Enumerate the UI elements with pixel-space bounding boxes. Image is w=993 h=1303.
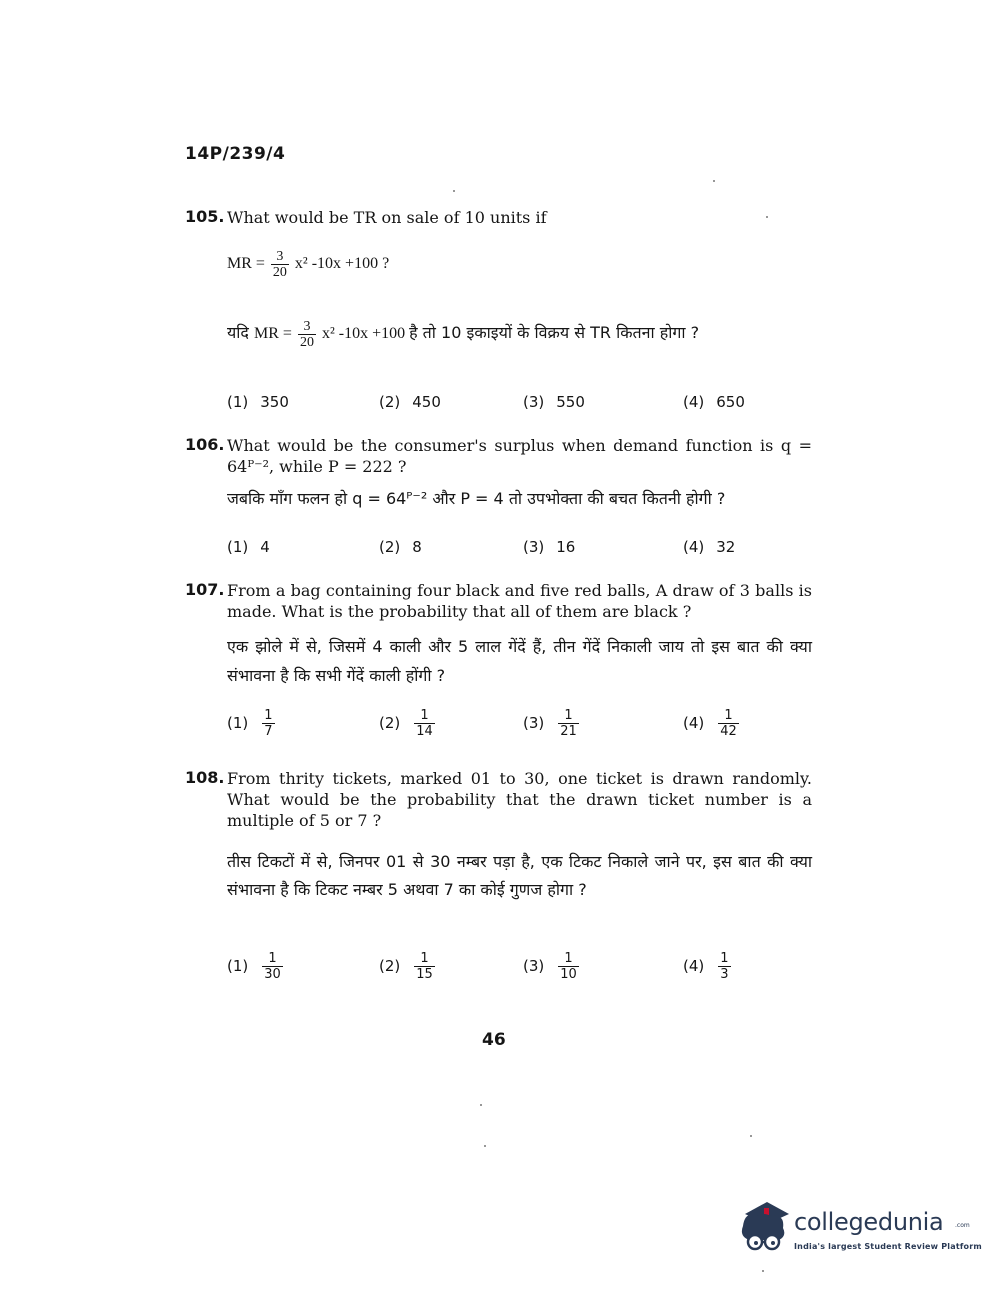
- option-2[interactable]: (2) $\frac{1}{15}$: [379, 951, 433, 982]
- fraction-denominator: 20: [272, 265, 287, 280]
- hindi-mr-formula: [254, 319, 409, 350]
- fraction-numerator: 3: [298, 319, 316, 335]
- paper-code: 14P/239/4: [185, 144, 286, 164]
- option-1[interactable]: (1) $\frac{1}{7}$: [227, 708, 273, 739]
- option-fraction: $\frac{1}{15}$: [416, 951, 433, 982]
- formula-lhs: MR =: [227, 255, 265, 273]
- fraction-denominator: 20: [299, 335, 314, 350]
- option-4[interactable]: (4) $\frac{1}{3}$: [683, 951, 729, 982]
- mr-formula: [227, 249, 389, 280]
- option-fraction: $\frac{1}{42}$: [720, 708, 737, 739]
- question-text-hindi: जबकि माँग फलन हो q = 64ᴾ⁻² और P = 4 तो उपभोक्ता की बचत कितनी होगी ?: [227, 489, 726, 508]
- question-text-english: From a bag containing four black and five red balls, A draw of 3 balls is made. What is the probability that all of them are black ?: [227, 581, 812, 621]
- option-2[interactable]: (2) 8: [379, 538, 422, 556]
- logo-dotcom: .com: [955, 1222, 970, 1229]
- formula-rhs: x² -10x +100: [321, 325, 406, 343]
- option-fraction: $\frac{1}{7}$: [264, 708, 273, 739]
- option-3[interactable]: (3) 16: [523, 538, 576, 556]
- logo-wordmark: collegedunia: [794, 1208, 944, 1236]
- question-text-english: From thrity tickets, marked 01 to 30, one ticket is drawn randomly. What would be the probability that the drawn ticket number is a multiple of 5 or 7 ?: [227, 769, 812, 830]
- hindi-suffix: है तो 10 इकाइयों के विक्रय से TR कितना होगा ?: [409, 323, 700, 343]
- scan-speck: [480, 1104, 482, 1106]
- options: [227, 393, 812, 419]
- question-number: 108.: [185, 768, 225, 787]
- formula-fraction: [271, 249, 289, 280]
- question-text-english: What would be the consumer's surplus when demand function is q = 64ᴾ⁻², while P = 222 ?: [227, 436, 812, 476]
- question-106: [185, 435, 813, 565]
- option-3[interactable]: (3) $\frac{1}{10}$: [523, 951, 577, 982]
- option-fraction: $\frac{1}{21}$: [560, 708, 577, 739]
- option-4[interactable]: (4) $\frac{1}{42}$: [683, 708, 737, 739]
- option-fraction: $\frac{1}{10}$: [560, 951, 577, 982]
- question-number: 106.: [185, 435, 225, 454]
- question-text-hindi: एक झोले में से, जिसमें 4 काली और 5 लाल गेंदें हैं, तीन गेंदें निकाली जाय तो इस बात की क्या संभावना है कि सभी गेंदें काली होंगी ?: [227, 637, 812, 685]
- option-2[interactable]: (2) 450: [379, 393, 441, 411]
- option-1[interactable]: (1) 350: [227, 393, 289, 411]
- scan-speck: [750, 1135, 752, 1137]
- option-fraction: $\frac{1}{14}$: [416, 708, 433, 739]
- page-number: 46: [482, 1030, 506, 1050]
- options: [227, 951, 812, 985]
- question-107: [185, 580, 813, 750]
- scan-speck: [484, 1145, 486, 1147]
- option-4[interactable]: (4) 32: [683, 538, 736, 556]
- option-fraction: $\frac{1}{3}$: [720, 951, 729, 982]
- option-4[interactable]: (4) 650: [683, 393, 745, 411]
- option-fraction: $\frac{1}{30}$: [264, 951, 281, 982]
- formula-fraction: [298, 319, 316, 350]
- hindi-prefix: यदि: [227, 323, 249, 343]
- formula-lhs: MR =: [254, 325, 292, 343]
- question-text-hindi: [227, 319, 812, 350]
- options: [227, 708, 812, 742]
- collegedunia-logo: [737, 1196, 982, 1266]
- option-2[interactable]: (2) $\frac{1}{14}$: [379, 708, 433, 739]
- option-1[interactable]: (1) 4: [227, 538, 270, 556]
- option-1[interactable]: (1) $\frac{1}{30}$: [227, 951, 281, 982]
- scan-speck: [766, 216, 768, 218]
- question-108: [185, 768, 813, 990]
- question-number: 105.: [185, 207, 225, 226]
- options: [227, 538, 812, 564]
- question-text-hindi: तीस टिकटों में से, जिनपर 01 से 30 नम्बर पड़ा है, एक टिकट निकाले जाने पर, इस बात की क्या संभावना है कि टिकट नम्बर 5 अथवा 7 का कोई गुणज होगा ?: [227, 852, 812, 899]
- fraction-numerator: 3: [271, 249, 289, 265]
- scan-speck: [453, 190, 455, 192]
- question-105: [185, 207, 813, 417]
- formula-rhs: x² -10x +100 ?: [294, 255, 390, 273]
- option-3[interactable]: (3) $\frac{1}{21}$: [523, 708, 577, 739]
- scan-speck: [762, 1270, 764, 1272]
- option-3[interactable]: (3) 550: [523, 393, 585, 411]
- logo-tagline: India's largest Student Review Platform: [794, 1242, 982, 1251]
- scan-speck: [713, 180, 715, 182]
- question-number: 107.: [185, 580, 225, 599]
- mascot-icon: [737, 1196, 793, 1256]
- question-text-english: What would be TR on sale of 10 units if: [227, 208, 547, 227]
